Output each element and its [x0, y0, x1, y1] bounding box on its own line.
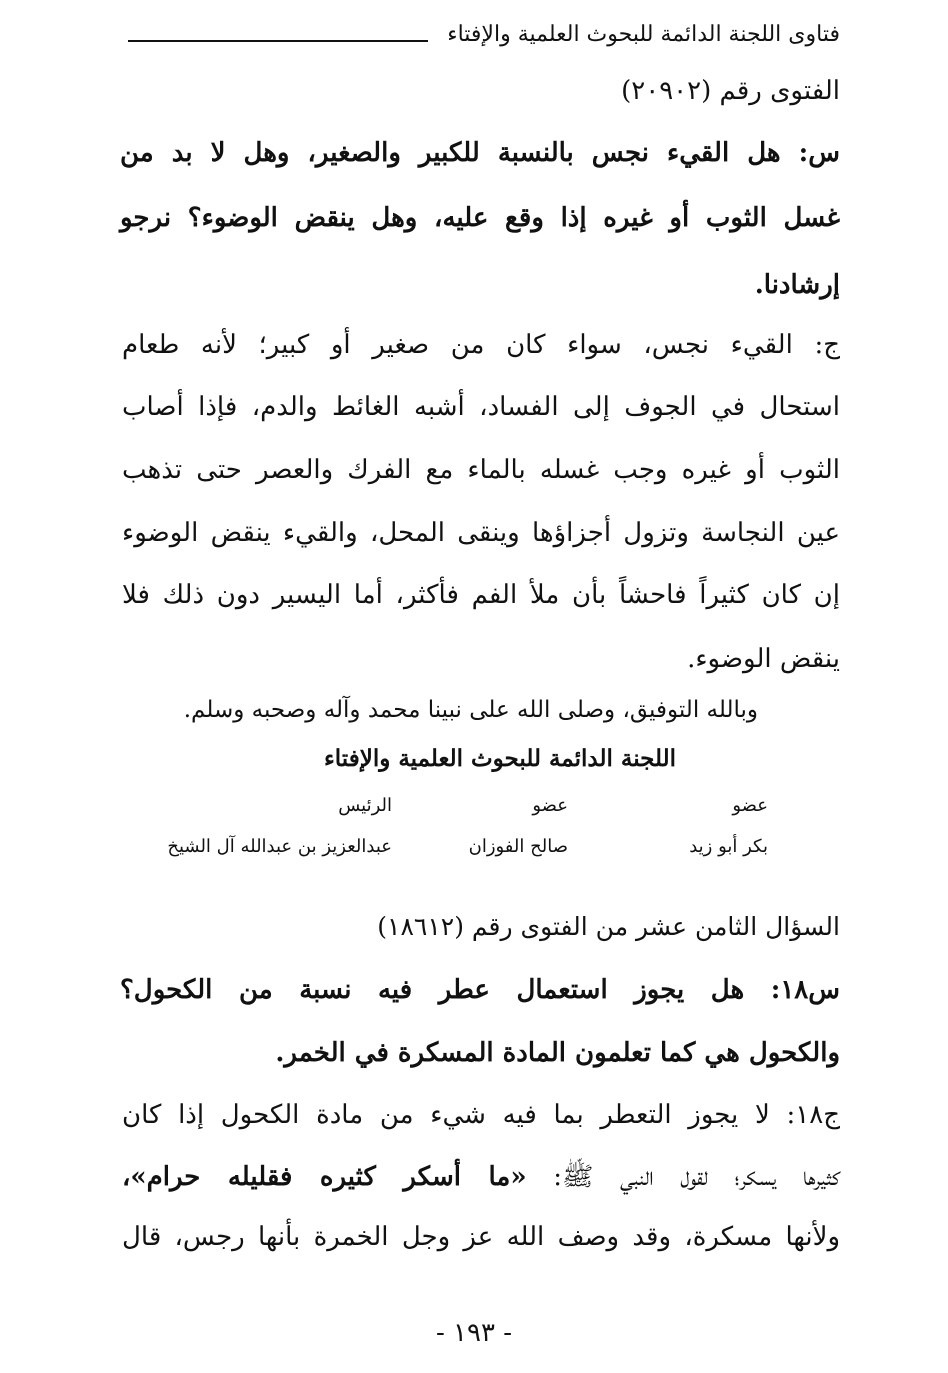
signatory-title: عضو — [732, 795, 768, 816]
question-line: س١٨: هل يجوز استعمال عطر فيه نسبة من الكحول؟ — [120, 975, 840, 1005]
fatwa-2-title: السؤال الثامن عشر من الفتوى رقم (١٨٦١٢) — [377, 912, 840, 941]
question-line: والكحول هي كما تعلمون المادة المسكرة في الخمر. — [275, 1038, 840, 1068]
answer-line: ج: القيء نجس، سواء كان من صغير أو كبير؛ لأنه طعام — [122, 330, 840, 360]
question-line: س: هل القيء نجس بالنسبة للكبير والصغير، وهل لا بد من — [120, 138, 840, 168]
answer-line — [122, 1160, 840, 1198]
fatwa-number: الفتوى رقم (٢٠٩٠٢) — [621, 76, 840, 106]
answer-line: إن كان كثيراً فاحشاً بأن ملأ الفم فأكثر، أما اليسير دون ذلك فلا — [122, 580, 840, 610]
answer-text: كثيرها يسكر؛ لقول النبي ﷺ: — [526, 1162, 840, 1192]
answer-line: استحال في الجوف إلى الفساد، أشبه الغائط والدم، فإذا أصاب — [122, 392, 840, 422]
header-rule — [128, 40, 428, 42]
question-line: إرشادنا. — [754, 270, 840, 300]
signatory-name: صالح الفوزان — [468, 836, 568, 857]
question-line: غسل الثوب أو غيره إذا وقع عليه، وهل ينقض الوضوء؟ نرجو — [120, 203, 840, 233]
signatory-title: عضو — [532, 795, 568, 816]
running-header — [128, 22, 840, 62]
signatory-title: الرئيس — [338, 795, 392, 816]
signatory-name: عبدالعزيز بن عبدالله آل الشيخ — [167, 836, 392, 857]
running-title: فتاوى اللجنة الدائمة للبحوث العلمية والإفتاء — [447, 22, 840, 47]
answer-line: ينقض الوضوء. — [687, 644, 840, 674]
closing-prayer: وبالله التوفيق، وصلى الله على نبينا محمد وآله وصحبه وسلم. — [183, 697, 758, 723]
answer-line: الثوب أو غيره وجب غسله بالماء مع الفرك والعصر حتى تذهب — [122, 455, 840, 485]
committee-name: اللجنة الدائمة للبحوث العلمية والإفتاء — [323, 745, 676, 772]
page-number: - ١٩٣ - — [435, 1318, 513, 1348]
signatory-name: بكر أبو زيد — [689, 836, 768, 857]
answer-line: عين النجاسة وتزول أجزاؤها وينقى المحل، والقيء ينقض الوضوء — [122, 518, 840, 548]
answer-line: ج١٨: لا يجوز التعطر بما فيه شيء من مادة الكحول إذا كان — [122, 1100, 840, 1130]
hadith-quote: «ما أسكر كثيره فقليله حرام»، — [122, 1162, 527, 1192]
answer-line: ولأنها مسكرة، وقد وصف الله عز وجل الخمرة بأنها رجس، قال — [122, 1222, 840, 1252]
